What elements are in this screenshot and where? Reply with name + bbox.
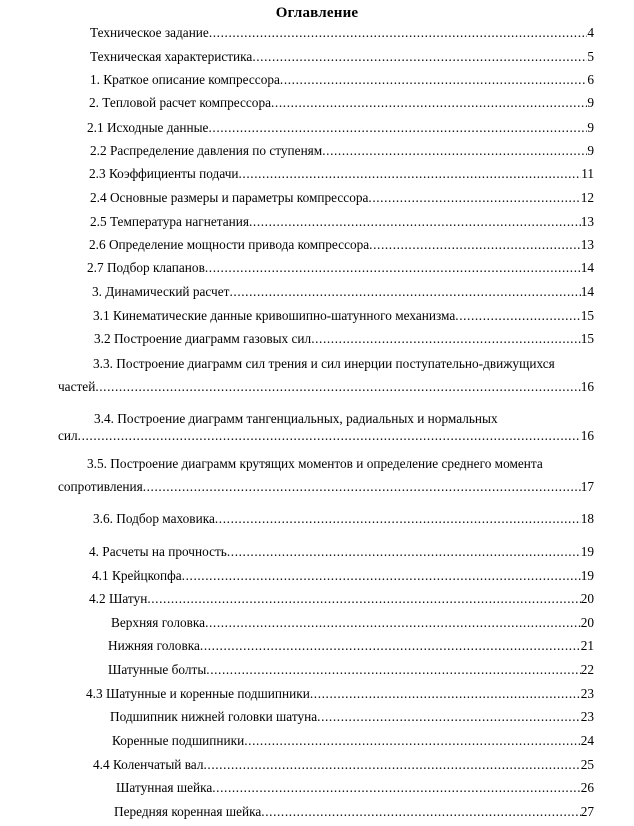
toc-entry-label: 2.3 Коэффициенты подачи xyxy=(89,166,239,181)
toc-leader xyxy=(200,637,581,655)
toc-leader xyxy=(215,510,581,528)
toc-entry-page: 26 xyxy=(580,780,594,795)
toc-leader xyxy=(280,71,587,89)
toc-entry[interactable] xyxy=(89,165,594,183)
toc-entry-page: 11 xyxy=(581,166,594,181)
toc-leader xyxy=(455,307,580,325)
toc-entry-page: 9 xyxy=(587,95,594,110)
toc-entry-page: 15 xyxy=(580,331,594,346)
toc-leader xyxy=(208,119,587,137)
toc-leader xyxy=(239,165,582,183)
toc-entry[interactable] xyxy=(112,732,594,750)
toc-entry[interactable] xyxy=(90,71,594,89)
toc-entry-page: 9 xyxy=(587,120,594,135)
toc-entry-label: сопротивления xyxy=(58,479,143,494)
toc-entry-label: 4. Расчеты на прочность xyxy=(89,544,227,559)
toc-leader xyxy=(147,590,580,608)
toc-entry-label: Верхняя головка xyxy=(111,615,206,630)
toc-entry-label: Подшипник нижней головки шатуна xyxy=(110,709,318,724)
toc-entry[interactable] xyxy=(90,142,594,160)
toc-entry-label: сил xyxy=(58,428,78,443)
toc-entry[interactable] xyxy=(90,213,594,231)
toc-entry[interactable] xyxy=(89,94,594,112)
toc-entry-page: 18 xyxy=(580,511,594,526)
toc-entry-label: частей xyxy=(58,379,96,394)
toc-entry-label[interactable]: 3.5. Построение диаграмм крутящих моментов и определение среднего момента xyxy=(87,456,543,471)
toc-leader xyxy=(317,708,581,726)
toc-entry-label: Коренные подшипники xyxy=(112,733,245,748)
toc-entry-label: Техническое задание xyxy=(90,25,209,40)
toc-entry-page: 19 xyxy=(580,568,594,583)
toc-leader xyxy=(229,283,580,301)
toc-entry-label: 4.2 Шатун xyxy=(89,591,148,606)
toc-leader xyxy=(368,189,580,207)
toc-entry[interactable] xyxy=(92,567,594,585)
toc-leader xyxy=(95,378,580,396)
toc-entry-page: 20 xyxy=(580,615,594,630)
toc-entry-label: Нижняя головка xyxy=(108,638,200,653)
toc-entry-label: 4.4 Коленчатый вал xyxy=(93,757,204,772)
toc-leader xyxy=(205,614,581,632)
toc-entry-page: 13 xyxy=(580,214,594,229)
toc-entry[interactable] xyxy=(94,330,594,348)
toc-entry-label: 2. Тепловой расчет компрессора xyxy=(89,95,271,110)
toc-entry-page: 23 xyxy=(580,686,594,701)
toc-entry-page: 20 xyxy=(580,591,594,606)
toc-entry-label: 2.6 Определение мощности привода компрессора xyxy=(89,237,370,252)
toc-entry-page: 4 xyxy=(587,25,594,40)
toc-leader xyxy=(212,779,580,797)
toc-entry-label: 4.3 Шатунные и коренные подшипники xyxy=(86,686,310,701)
toc-entry-label: 3.6. Подбор маховика xyxy=(93,511,215,526)
toc-leader xyxy=(227,543,581,561)
toc-entry-page: 16 xyxy=(580,428,594,443)
toc-entry-page: 24 xyxy=(580,733,594,748)
toc-leader xyxy=(369,236,581,254)
toc-leader xyxy=(261,803,580,821)
toc-entry-page: 13 xyxy=(580,237,594,252)
toc-entry[interactable] xyxy=(114,803,594,821)
toc-entry[interactable] xyxy=(87,259,594,277)
toc-entry[interactable] xyxy=(93,510,594,528)
toc-entry-label[interactable]: 3.4. Построение диаграмм тангенциальных, радиальных и нормальных xyxy=(94,411,498,426)
toc-entry-page: 14 xyxy=(580,284,594,299)
toc-entry-label: 1. Краткое описание компрессора xyxy=(90,72,280,87)
toc-leader xyxy=(310,685,581,703)
toc-leader xyxy=(203,756,580,774)
toc-leader xyxy=(182,567,581,585)
toc-entry-label: Шатунные болты xyxy=(108,662,207,677)
toc-title: Оглавление xyxy=(275,5,359,21)
toc-leader xyxy=(205,259,581,277)
toc-entry-continuation[interactable] xyxy=(58,378,594,396)
toc-leader xyxy=(143,478,581,496)
toc-entry-page: 22 xyxy=(580,662,594,677)
toc-entry-page: 16 xyxy=(580,379,594,394)
toc-leader xyxy=(209,24,588,42)
toc-entry-page: 14 xyxy=(580,260,594,275)
toc-entry-label: 3. Динамический расчет xyxy=(92,284,230,299)
toc-entry[interactable] xyxy=(108,637,594,655)
toc-entry[interactable] xyxy=(116,779,594,797)
toc-leader xyxy=(78,427,581,445)
toc-entry-continuation[interactable] xyxy=(58,478,594,496)
toc-entry[interactable] xyxy=(86,685,594,703)
toc-entry-label: 2.7 Подбор клапанов xyxy=(87,260,205,275)
toc-entry-label: 2.1 Исходные данные xyxy=(87,120,209,135)
toc-entry[interactable] xyxy=(90,189,594,207)
toc-entry-page: 6 xyxy=(587,72,594,87)
toc-leader xyxy=(206,661,580,679)
toc-leader xyxy=(249,213,581,231)
toc-leader xyxy=(311,330,581,348)
toc-entry[interactable] xyxy=(93,307,594,325)
toc-entry-label: 3.2 Построение диаграмм газовых сил xyxy=(94,331,312,346)
toc-entry-page: 17 xyxy=(580,479,594,494)
toc-entry[interactable] xyxy=(90,48,594,66)
toc-entry-page: 15 xyxy=(580,308,594,323)
toc-entry[interactable] xyxy=(87,119,594,137)
toc-entry-page: 23 xyxy=(580,709,594,724)
toc-entry-page: 5 xyxy=(587,49,594,64)
toc-leader xyxy=(271,94,587,112)
toc-entry-continuation[interactable] xyxy=(58,427,594,445)
toc-entry-label: 2.4 Основные размеры и параметры компрессора xyxy=(90,190,369,205)
toc-entry-page: 9 xyxy=(587,143,594,158)
toc-entry[interactable] xyxy=(110,708,594,726)
toc-entry-label: Передняя коренная шейка xyxy=(114,804,262,819)
toc-entry-label: 3.1 Кинематические данные кривошипно-шатунного механизма xyxy=(93,308,456,323)
toc-entry-page: 25 xyxy=(580,757,594,772)
toc-leader xyxy=(322,142,587,160)
toc-entry[interactable] xyxy=(111,614,594,632)
toc-entry-page: 19 xyxy=(580,544,594,559)
toc-entry[interactable] xyxy=(89,590,594,608)
toc-leader xyxy=(244,732,580,750)
toc-entry-page: 21 xyxy=(580,638,594,653)
toc-entry[interactable] xyxy=(93,756,594,774)
toc-entry-label: Техническая характеристика xyxy=(90,49,253,64)
toc-entry[interactable] xyxy=(108,661,594,679)
toc-entry[interactable] xyxy=(89,236,594,254)
toc-entry[interactable] xyxy=(92,283,594,301)
toc-entry-page: 12 xyxy=(580,190,594,205)
toc-entry-page: 27 xyxy=(580,804,594,819)
toc-entry-label[interactable]: 3.3. Построение диаграмм сил трения и сил инерции поступательно-движущихся xyxy=(93,356,555,371)
toc-entry-label: Шатунная шейка xyxy=(116,780,213,795)
toc-leader xyxy=(252,48,587,66)
toc-entry-label: 2.5 Температура нагнетания xyxy=(90,214,249,229)
toc-entry-label: 4.1 Крейцкопфа xyxy=(92,568,182,583)
toc-entry[interactable] xyxy=(90,24,594,42)
toc-entry[interactable] xyxy=(89,543,594,561)
toc-entry-label: 2.2 Распределение давления по ступеням xyxy=(90,143,323,158)
